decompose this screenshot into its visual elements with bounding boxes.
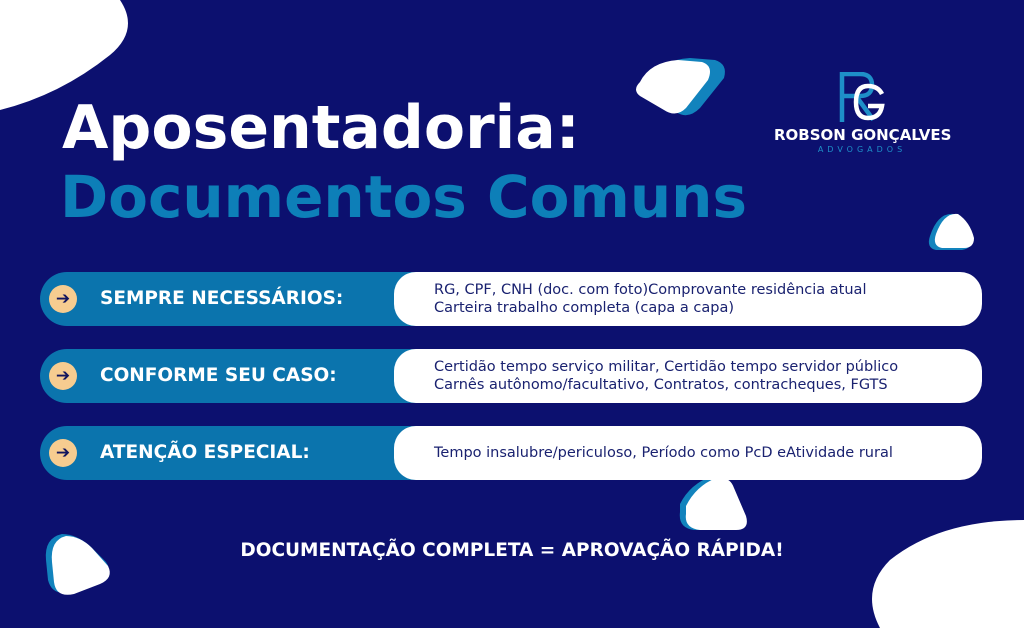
row-content-pill (394, 426, 982, 480)
row-label: CONFORME SEU CASO: (100, 365, 337, 386)
row-sempre-necessarios (40, 272, 982, 326)
row-label: ATENÇÃO ESPECIAL: (100, 442, 310, 463)
row-conforme-seu-caso (40, 349, 982, 403)
row-text (434, 272, 968, 326)
triangle-right (929, 214, 974, 250)
row-content-pill (394, 272, 982, 326)
rg-monogram-icon (838, 72, 886, 122)
row-text-line: Certidão tempo serviço militar, Certidão tempo servidor público (434, 359, 899, 375)
row-text (434, 426, 968, 480)
triangle-top (636, 58, 725, 115)
arrow-right-icon: ➔ (49, 285, 77, 313)
page-title-line1: Aposentadoria: (62, 93, 580, 163)
row-label: SEMPRE NECESSÁRIOS: (100, 288, 344, 309)
blob-bottom-right (872, 520, 1024, 628)
row-content-pill (394, 349, 982, 403)
row-text (434, 349, 968, 403)
arrow-right-icon: ➔ (49, 362, 77, 390)
page-title-line2: Documentos Comuns (60, 163, 747, 231)
logo (774, 72, 950, 156)
triangle-bottom (680, 476, 747, 530)
arrow-right-icon: ➔ (49, 439, 77, 467)
row-text-line: Carteira trabalho completa (capa a capa) (434, 300, 734, 316)
row-text-line: RG, CPF, CNH (doc. com foto)Comprovante residência atual (434, 282, 867, 298)
logo-subtitle: ADVOGADOS (817, 145, 907, 154)
row-atencao-especial (40, 426, 982, 480)
footer-slogan: DOCUMENTAÇÃO COMPLETA = APROVAÇÃO RÁPIDA! (240, 540, 784, 561)
row-text-line: Carnês autônomo/facultativo, Contratos, contracheques, FGTS (434, 377, 888, 393)
logo-name: ROBSON GONÇALVES (774, 126, 952, 144)
row-text-line: Tempo insalubre/periculoso, Período como PcD eAtividade rural (434, 445, 893, 461)
